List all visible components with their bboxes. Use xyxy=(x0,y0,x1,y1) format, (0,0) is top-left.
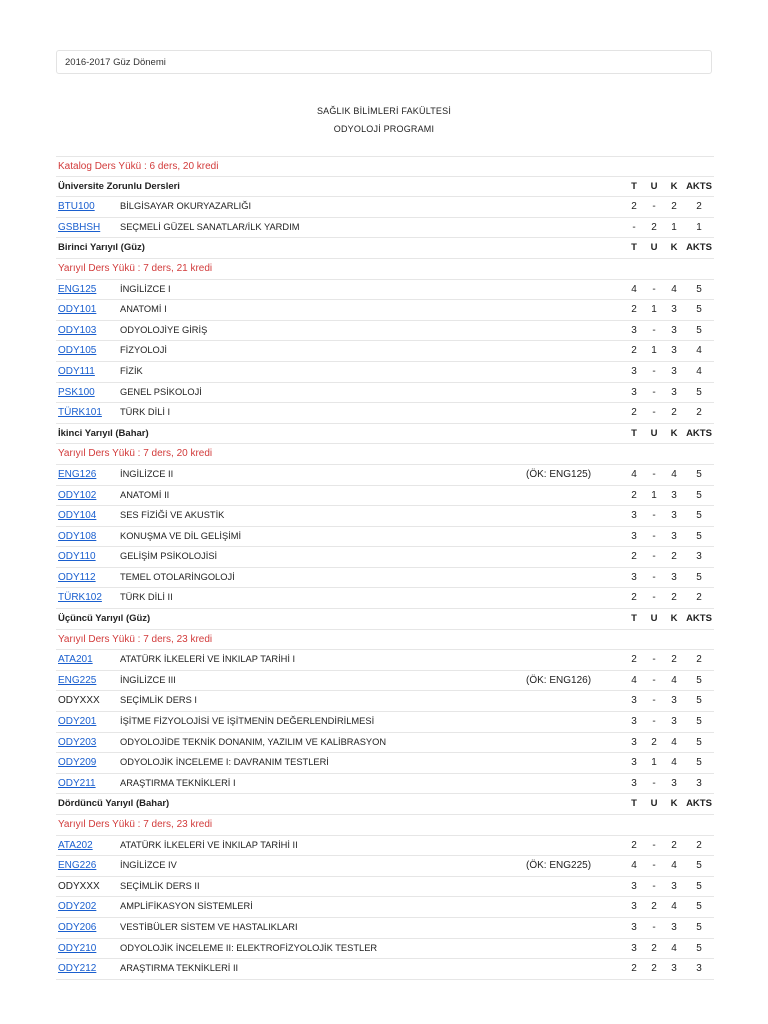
course-credits: 3 xyxy=(671,880,677,892)
course-practice-hours: - xyxy=(652,921,656,933)
course-code-link[interactable]: TÜRK102 xyxy=(58,592,102,604)
faculty-title: SAĞLIK BİLİMLERİ FAKÜLTESİ xyxy=(316,106,452,116)
course-practice-hours: - xyxy=(652,716,656,728)
course-row xyxy=(56,856,714,877)
course-akts: 3 xyxy=(696,777,702,789)
course-credits: 3 xyxy=(671,386,677,398)
course-name: ATATÜRK İLKELERİ VE İNKILAP TARİHİ I xyxy=(120,654,296,665)
course-practice-hours: - xyxy=(652,201,656,213)
course-theory-hours: 3 xyxy=(631,716,637,728)
course-row xyxy=(56,691,714,712)
course-name: İNGİLİZCE I xyxy=(120,283,171,294)
course-load-text: Yarıyıl Ders Yükü : 7 ders, 23 kredi xyxy=(58,633,213,645)
course-theory-hours: 3 xyxy=(631,695,637,707)
course-practice-hours: - xyxy=(652,510,656,522)
course-name: ARAŞTIRMA TEKNİKLERİ I xyxy=(120,777,236,788)
course-row xyxy=(56,939,714,960)
course-name: TEMEL OTOLARİNGOLOJİ xyxy=(120,571,235,582)
course-theory-hours: 4 xyxy=(631,468,637,480)
course-name: ODYOLOJİYE GİRİŞ xyxy=(120,324,208,335)
course-practice-hours: 1 xyxy=(651,345,657,357)
col-header-t: T xyxy=(631,427,637,439)
course-row xyxy=(56,321,714,342)
col-header-t: T xyxy=(631,180,637,192)
course-code-link[interactable]: ODY103 xyxy=(58,324,97,336)
course-akts: 5 xyxy=(696,901,702,913)
course-row xyxy=(56,218,714,239)
course-name: ANATOMİ I xyxy=(120,304,167,315)
course-akts: 5 xyxy=(696,736,702,748)
semester-header-row xyxy=(56,794,714,815)
course-practice-hours: - xyxy=(652,551,656,563)
course-row xyxy=(56,300,714,321)
course-name: FİZYOLOJİ xyxy=(120,345,168,356)
course-row xyxy=(56,403,714,424)
course-theory-hours: 2 xyxy=(631,963,637,975)
course-practice-hours: - xyxy=(652,695,656,707)
course-name: BİLGİSAYAR OKURYAZARLIĞI xyxy=(120,201,252,212)
course-akts: 5 xyxy=(696,283,702,295)
course-akts: 5 xyxy=(696,716,702,728)
course-theory-hours: 3 xyxy=(631,777,637,789)
course-code-link[interactable]: TÜRK101 xyxy=(58,407,102,419)
course-code-link[interactable]: PSK100 xyxy=(58,386,95,398)
course-name: VESTİBÜLER SİSTEM VE HASTALIKLARI xyxy=(120,921,298,932)
course-load-row xyxy=(56,156,714,177)
course-code-link[interactable]: ODY110 xyxy=(58,551,96,563)
col-header-akts: AKTS xyxy=(686,180,712,192)
course-theory-hours: 2 xyxy=(631,592,637,604)
course-akts: 5 xyxy=(696,571,702,583)
course-row xyxy=(56,341,714,362)
course-name: FİZİK xyxy=(120,365,143,376)
course-code-link[interactable]: ENG125 xyxy=(58,283,97,295)
course-theory-hours: 2 xyxy=(631,489,637,501)
course-theory-hours: 3 xyxy=(631,571,637,583)
course-credits: 3 xyxy=(671,489,677,501)
course-code-link[interactable]: ODY211 xyxy=(58,777,96,789)
course-name: SEÇMELİ GÜZEL SANATLAR/İLK YARDIM xyxy=(120,221,300,232)
course-name: ODYOLOJİK İNCELEME II: ELEKTROFİZYOLOJİK TESTLER xyxy=(120,942,378,953)
course-akts: 1 xyxy=(696,221,702,233)
course-load-text: Yarıyıl Ders Yükü : 7 ders, 20 kredi xyxy=(58,448,213,460)
semester-header-row xyxy=(56,177,714,198)
semester-title: Üniversite Zorunlu Dersleri xyxy=(58,180,180,192)
course-credits: 4 xyxy=(671,901,677,913)
course-theory-hours: 3 xyxy=(631,510,637,522)
course-name: TÜRK DİLİ I xyxy=(120,407,171,418)
course-credits: 4 xyxy=(671,942,677,954)
col-header-akts: AKTS xyxy=(686,242,712,254)
course-code-link[interactable]: ODY102 xyxy=(58,489,97,501)
course-name: İNGİLİZCE II xyxy=(120,468,174,479)
course-akts: 5 xyxy=(696,530,702,542)
col-header-akts: AKTS xyxy=(686,798,712,810)
term-label: 2016-2017 Güz Dönemi xyxy=(65,57,166,68)
course-code-link[interactable]: BTU100 xyxy=(58,201,95,213)
course-theory-hours: 3 xyxy=(631,880,637,892)
course-theory-hours: 3 xyxy=(631,324,637,336)
course-practice-hours: - xyxy=(652,674,656,686)
course-theory-hours: 3 xyxy=(631,757,637,769)
course-akts: 5 xyxy=(696,942,702,954)
course-row xyxy=(56,280,714,301)
course-theory-hours: 2 xyxy=(631,407,637,419)
course-credits: 3 xyxy=(671,695,677,707)
course-name: GENEL PSİKOLOJİ xyxy=(120,386,202,397)
course-code-link[interactable]: ODY112 xyxy=(58,571,96,583)
course-akts: 3 xyxy=(696,551,702,563)
course-load-text: Yarıyıl Ders Yükü : 7 ders, 21 kredi xyxy=(58,262,213,274)
course-row xyxy=(56,588,714,609)
course-code-link[interactable]: ENG225 xyxy=(58,674,97,686)
course-akts: 5 xyxy=(696,510,702,522)
course-akts: 5 xyxy=(696,674,702,686)
course-practice-hours: - xyxy=(652,860,656,872)
course-theory-hours: 3 xyxy=(631,921,637,933)
course-practice-hours: 1 xyxy=(651,304,657,316)
course-row xyxy=(56,918,714,939)
program-title: ODYOLOJİ PROGRAMI xyxy=(333,124,435,134)
course-load-row xyxy=(56,444,714,465)
course-practice-hours: - xyxy=(652,839,656,851)
course-practice-hours: - xyxy=(652,324,656,336)
course-practice-hours: - xyxy=(652,654,656,666)
course-credits: 4 xyxy=(671,674,677,686)
course-practice-hours: - xyxy=(652,880,656,892)
course-practice-hours: - xyxy=(652,592,656,604)
course-theory-hours: 3 xyxy=(631,942,637,954)
course-akts: 3 xyxy=(696,963,702,975)
course-code-link[interactable]: ATA202 xyxy=(58,839,93,851)
semester-title: Üçüncü Yarıyıl (Güz) xyxy=(58,613,151,625)
course-akts: 4 xyxy=(696,365,702,377)
course-row xyxy=(56,383,714,404)
course-credits: 4 xyxy=(671,757,677,769)
course-load-text: Yarıyıl Ders Yükü : 7 ders, 23 kredi xyxy=(58,819,213,830)
course-theory-hours: 3 xyxy=(631,365,637,377)
course-code-link[interactable]: ODY108 xyxy=(58,530,97,542)
col-header-akts: AKTS xyxy=(686,613,712,625)
course-credits: 3 xyxy=(671,530,677,542)
course-credits: 3 xyxy=(671,571,677,583)
course-code: ODYXXX xyxy=(58,695,100,707)
course-code-link[interactable]: ODY101 xyxy=(58,304,97,316)
course-row xyxy=(56,712,714,733)
course-row xyxy=(56,547,714,568)
col-header-t: T xyxy=(631,798,637,810)
col-header-k: K xyxy=(670,798,678,810)
course-row xyxy=(56,568,714,589)
course-row xyxy=(56,753,714,774)
course-row xyxy=(56,733,714,754)
course-credits: 3 xyxy=(671,716,677,728)
course-akts: 5 xyxy=(696,860,702,872)
course-load-row xyxy=(56,259,714,280)
course-akts: 2 xyxy=(696,407,702,419)
course-credits: 4 xyxy=(671,736,677,748)
course-name: ODYOLOJİK İNCELEME I: DAVRANIM TESTLERİ xyxy=(120,757,329,768)
course-row xyxy=(56,506,714,527)
course-code-link[interactable]: ODY201 xyxy=(58,716,97,728)
course-akts: 5 xyxy=(696,757,702,769)
course-code-link[interactable]: ODY104 xyxy=(58,510,97,522)
course-name: SES FİZİĞİ VE AKUSTİK xyxy=(120,510,225,521)
course-name: ANATOMİ II xyxy=(120,489,170,500)
semester-title: Birinci Yarıyıl (Güz) xyxy=(58,242,145,254)
course-practice-hours: 2 xyxy=(651,901,657,913)
course-practice-hours: - xyxy=(652,283,656,295)
course-practice-hours: 1 xyxy=(651,757,657,769)
course-practice-hours: 2 xyxy=(651,942,657,954)
course-name: İNGİLİZCE III xyxy=(120,674,176,685)
course-name: ARAŞTIRMA TEKNİKLERİ II xyxy=(120,963,239,974)
course-credits: 3 xyxy=(671,777,677,789)
course-credits: 3 xyxy=(671,324,677,336)
course-practice-hours: - xyxy=(652,386,656,398)
col-header-u: U xyxy=(650,242,658,254)
course-row xyxy=(56,362,714,383)
course-theory-hours: 2 xyxy=(631,654,637,666)
course-prerequisite: (ÖK: ENG225) xyxy=(526,860,592,872)
col-header-u: U xyxy=(650,798,658,810)
course-credits: 3 xyxy=(671,921,677,933)
course-practice-hours: - xyxy=(652,468,656,480)
course-code: ODYXXX xyxy=(58,880,100,892)
course-load-text: Katalog Ders Yükü : 6 ders, 20 kredi xyxy=(58,161,219,172)
course-row xyxy=(56,527,714,548)
course-code-link[interactable]: ODY111 xyxy=(58,365,95,377)
course-credits: 3 xyxy=(671,365,677,377)
course-akts: 4 xyxy=(696,345,702,357)
course-name: ODYOLOJİDE TEKNİK DONANIM, YAZILIM VE KALİBRASYON xyxy=(120,736,387,747)
course-row xyxy=(56,774,714,795)
course-practice-hours: - xyxy=(652,365,656,377)
course-theory-hours: 3 xyxy=(631,386,637,398)
semester-header-row xyxy=(56,609,714,630)
course-akts: 5 xyxy=(696,386,702,398)
course-code-link[interactable]: GSBHSH xyxy=(58,221,101,233)
course-akts: 2 xyxy=(696,592,702,604)
course-akts: 5 xyxy=(696,695,702,707)
course-practice-hours: - xyxy=(652,777,656,789)
course-practice-hours: - xyxy=(652,407,656,419)
semester-header-row xyxy=(56,238,714,259)
course-credits: 4 xyxy=(671,860,677,872)
course-akts: 2 xyxy=(696,201,702,213)
semester-title: Dördüncü Yarıyıl (Bahar) xyxy=(58,798,170,810)
course-code-link[interactable]: ODY212 xyxy=(58,963,97,975)
course-theory-hours: 4 xyxy=(631,674,637,686)
course-akts: 5 xyxy=(696,324,702,336)
course-code-link[interactable]: ODY210 xyxy=(58,942,97,954)
course-credits: 3 xyxy=(671,304,677,316)
course-credits: 2 xyxy=(671,839,677,851)
course-code-link[interactable]: ODY105 xyxy=(58,345,97,357)
course-credits: 4 xyxy=(671,283,677,295)
course-akts: 5 xyxy=(696,304,702,316)
col-header-k: K xyxy=(670,242,678,254)
course-theory-hours: 4 xyxy=(631,283,637,295)
course-theory-hours: 3 xyxy=(631,901,637,913)
course-prerequisite: (ÖK: ENG126) xyxy=(526,674,592,686)
course-practice-hours: 2 xyxy=(651,221,657,233)
semester-title: İkinci Yarıyıl (Bahar) xyxy=(58,427,149,439)
course-code-link[interactable]: ATA201 xyxy=(58,654,93,666)
col-header-t: T xyxy=(631,613,637,625)
course-prerequisite: (ÖK: ENG125) xyxy=(526,468,592,480)
course-name: ATATÜRK İLKELERİ VE İNKILAP TARİHİ II xyxy=(120,839,298,850)
course-credits: 3 xyxy=(671,345,677,357)
course-akts: 5 xyxy=(696,489,702,501)
course-name: SEÇİMLİK DERS II xyxy=(120,880,200,891)
course-theory-hours: 2 xyxy=(631,201,637,213)
course-theory-hours: - xyxy=(632,221,636,233)
course-credits: 2 xyxy=(671,201,677,213)
course-practice-hours: 1 xyxy=(651,489,657,501)
course-credits: 2 xyxy=(671,654,677,666)
course-code-link[interactable]: ODY206 xyxy=(58,921,97,933)
course-akts: 5 xyxy=(696,880,702,892)
course-row xyxy=(56,671,714,692)
curriculum-table xyxy=(56,156,714,980)
course-theory-hours: 2 xyxy=(631,839,637,851)
course-code-link[interactable]: ENG126 xyxy=(58,468,97,480)
semester-header-row xyxy=(56,424,714,445)
col-header-k: K xyxy=(670,427,678,439)
course-credits: 1 xyxy=(671,221,677,233)
course-row xyxy=(56,650,714,671)
col-header-k: K xyxy=(670,613,678,625)
course-theory-hours: 2 xyxy=(631,551,637,563)
col-header-u: U xyxy=(650,180,658,192)
course-row xyxy=(56,877,714,898)
course-credits: 2 xyxy=(671,592,677,604)
course-theory-hours: 4 xyxy=(631,860,637,872)
course-practice-hours: 2 xyxy=(651,736,657,748)
course-name: İNGİLİZCE IV xyxy=(120,860,177,871)
course-credits: 2 xyxy=(671,551,677,563)
course-row xyxy=(56,959,714,980)
course-name: AMPLİFİKASYON SİSTEMLERİ xyxy=(120,901,253,912)
course-credits: 2 xyxy=(671,407,677,419)
course-row xyxy=(56,486,714,507)
course-row xyxy=(56,836,714,857)
course-row xyxy=(56,465,714,486)
course-name: TÜRK DİLİ II xyxy=(120,592,173,603)
course-name: İŞİTME FİZYOLOJİSİ VE İŞİTMENİN DEĞERLENDİRİLMESİ xyxy=(120,716,375,727)
course-theory-hours: 3 xyxy=(631,736,637,748)
course-akts: 2 xyxy=(696,839,702,851)
course-akts: 2 xyxy=(696,654,702,666)
col-header-k: K xyxy=(670,180,678,192)
course-theory-hours: 2 xyxy=(631,345,637,357)
course-name: KONUŞMA VE DİL GELİŞİMİ xyxy=(120,530,242,541)
term-selector[interactable] xyxy=(56,50,712,74)
course-credits: 3 xyxy=(671,510,677,522)
course-load-row xyxy=(56,815,714,836)
course-akts: 5 xyxy=(696,921,702,933)
course-row xyxy=(56,197,714,218)
course-code-link[interactable]: ODY203 xyxy=(58,736,97,748)
course-load-row xyxy=(56,630,714,651)
col-header-akts: AKTS xyxy=(686,427,712,439)
course-practice-hours: - xyxy=(652,571,656,583)
course-row xyxy=(56,897,714,918)
course-credits: 3 xyxy=(671,963,677,975)
course-name: SEÇİMLİK DERS I xyxy=(120,695,197,706)
course-name: GELİŞİM PSİKOLOJİSİ xyxy=(120,551,218,562)
course-theory-hours: 3 xyxy=(631,530,637,542)
course-code-link[interactable]: ODY209 xyxy=(58,757,97,769)
col-header-t: T xyxy=(631,242,637,254)
col-header-u: U xyxy=(650,427,658,439)
course-theory-hours: 2 xyxy=(631,304,637,316)
course-code-link[interactable]: ENG226 xyxy=(58,860,97,872)
course-credits: 4 xyxy=(671,468,677,480)
course-practice-hours: - xyxy=(652,530,656,542)
course-practice-hours: 2 xyxy=(651,963,657,975)
col-header-u: U xyxy=(650,613,658,625)
course-code-link[interactable]: ODY202 xyxy=(58,901,97,913)
course-akts: 5 xyxy=(696,468,702,480)
